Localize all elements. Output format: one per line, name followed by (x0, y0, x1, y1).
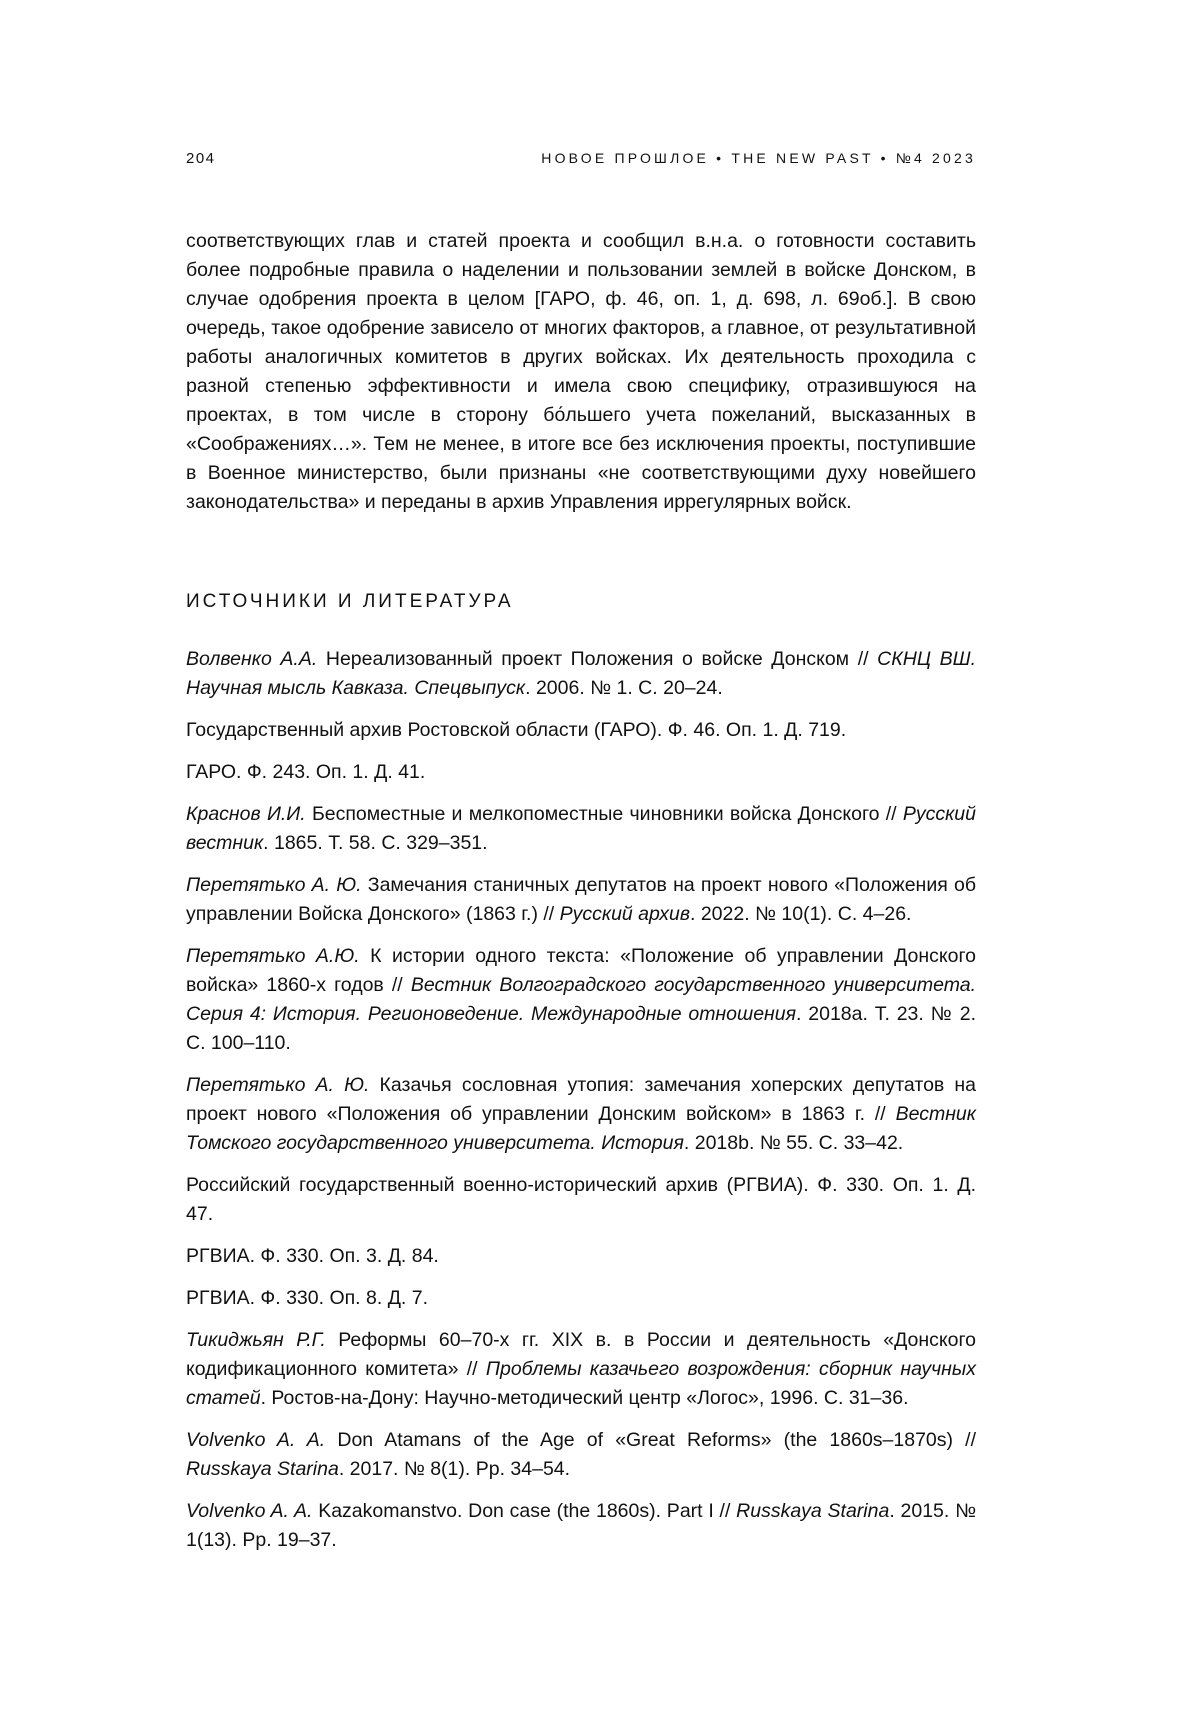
reference-segment: Don Atamans of the Age of «Great Reforms» (the 1860s–1870s) // (325, 1429, 977, 1451)
reference-segment: . 2018a. Т. 23. № 2. С. 100–110. (186, 1003, 976, 1054)
reference-item (186, 716, 976, 745)
page-content (186, 227, 976, 1555)
reference-segment-italic: Тикиджьян Р.Г. (186, 1329, 326, 1351)
reference-item (186, 800, 976, 858)
reference-item (186, 942, 976, 1058)
reference-segment: . 2017. № 8(1). Pp. 34–54. (338, 1458, 571, 1480)
reference-list (186, 645, 976, 1555)
reference-segment-italic: Русский вестник (186, 803, 976, 854)
reference-item (186, 1171, 976, 1229)
reference-segment: . 2018b. № 55. С. 33–42. (683, 1132, 904, 1154)
reference-segment: РГВИА. Ф. 330. Оп. 3. Д. 84. (186, 1245, 439, 1267)
reference-segment-italic: Volvenko A. A. (186, 1500, 313, 1522)
reference-segment: . 2015. № 1(13). Pp. 19–37. (186, 1500, 976, 1551)
reference-segment-italic: Русский архив (559, 903, 690, 925)
reference-segment-italic: Вестник Томского государственного университета. История (186, 1103, 976, 1154)
reference-item (186, 1426, 976, 1484)
reference-segment: Российский государственный военно-исторический архив (РГВИА). Ф. 330. Оп. 1. Д. 47. (186, 1174, 976, 1225)
page-number: 204 (186, 150, 216, 167)
reference-item (186, 1071, 976, 1158)
reference-item (186, 1284, 976, 1313)
reference-segment: Замечания станичных депутатов на проект нового «Положения об управлении Войска Донского» (1863 г.) // (186, 874, 976, 925)
reference-segment: Государственный архив Ростовской области (ГАРО). Ф. 46. Оп. 1. Д. 719. (186, 719, 847, 741)
reference-segment: Kazakomanstvo. Don case (the 1860s). Part I // (312, 1500, 737, 1522)
reference-item (186, 1242, 976, 1271)
reference-item (186, 1497, 976, 1555)
reference-segment: . Ростов-на-Дону: Научно-методический центр «Логос», 1996. С. 31–36. (260, 1387, 909, 1409)
reference-segment-italic: Перетятько А. Ю. (186, 1074, 370, 1096)
reference-segment-italic: Перетятько А.Ю. (186, 945, 360, 967)
reference-segment: К истории одного текста: «Положение об управлении Донского войска» 1860-х годов // (186, 945, 977, 996)
reference-segment: Казачья сословная утопия: замечания хоперских депутатов на проект нового «Положения об управлении Донским войском» в 1863 г. // (186, 1074, 976, 1125)
bibliography-heading: ИСТОЧНИКИ И ЛИТЕРАТУРА (186, 591, 514, 612)
reference-segment: ГАРО. Ф. 243. Оп. 1. Д. 41. (186, 761, 426, 783)
reference-segment: Беспоместные и мелкопоместные чиновники войска Донского // (305, 803, 903, 825)
reference-segment-italic: Проблемы казачьего возрождения: сборник научных статей (186, 1358, 976, 1409)
reference-item (186, 1326, 976, 1413)
reference-segment-italic: Russkaya Starina (736, 1500, 890, 1522)
reference-segment: . 2022. № 10(1). С. 4–26. (690, 903, 912, 925)
reference-segment-italic: Перетятько А. Ю. (186, 874, 362, 896)
reference-item (186, 758, 976, 787)
reference-item (186, 871, 976, 929)
reference-segment-italic: СКНЦ ВШ. Научная мысль Кавказа. Спецвыпуск (186, 648, 976, 699)
reference-segment-italic: Краснов И.И. (186, 803, 306, 825)
reference-segment: . 2006. № 1. С. 20–24. (525, 677, 723, 699)
journal-running-title: НОВОЕ ПРОШЛОЕ • THE NEW PAST • №4 2023 (541, 150, 976, 166)
reference-segment-italic: Вестник Волгоградского государственного университета. Серия 4: История. Регионоведение. Международные отношения (186, 974, 977, 1025)
reference-segment-italic: Волвенко А.А. (186, 648, 318, 670)
reference-item (186, 645, 976, 703)
reference-segment: . 1865. Т. 58. С. 329–351. (263, 832, 488, 854)
reference-segment-italic: Russkaya Starina (186, 1458, 339, 1480)
reference-segment: Реформы 60–70-х гг. XIX в. в России и деятельность «Донского кодификационного комитета» // (186, 1329, 976, 1380)
reference-segment: РГВИА. Ф. 330. Оп. 8. Д. 7. (186, 1287, 429, 1309)
body-paragraph: соответствующих глав и статей проекта и сообщил в.н.а. о готовности составить более подробные правила о наделении и пользовании землей в войске Донском, в случае одобрения проекта в целом [ГАРО, ф. 46, оп. 1, д. 698, л. 69об.]. В свою очередь, такое одобрение зависело от многих факторов, а главное, от результативной работы аналогичных комитетов в других войсках. Их деятельность проходила с разной степенью эффективности и имела свою специфику, отразившуюся на проектах, в том числе в сторону бо́льшего учета пожеланий, высказанных в «Соображениях…». Тем не менее, в итоге все без исключения проекты, поступившие в Военное министерство, были признаны «не соответствующими духу новейшего законодательства» и переданы в архив Управления иррегулярных войск. (186, 230, 976, 513)
page-header (186, 150, 976, 167)
reference-segment-italic: Volvenko A. A. (186, 1429, 326, 1451)
reference-segment: Нереализованный проект Положения о войске Донском // (317, 648, 878, 670)
